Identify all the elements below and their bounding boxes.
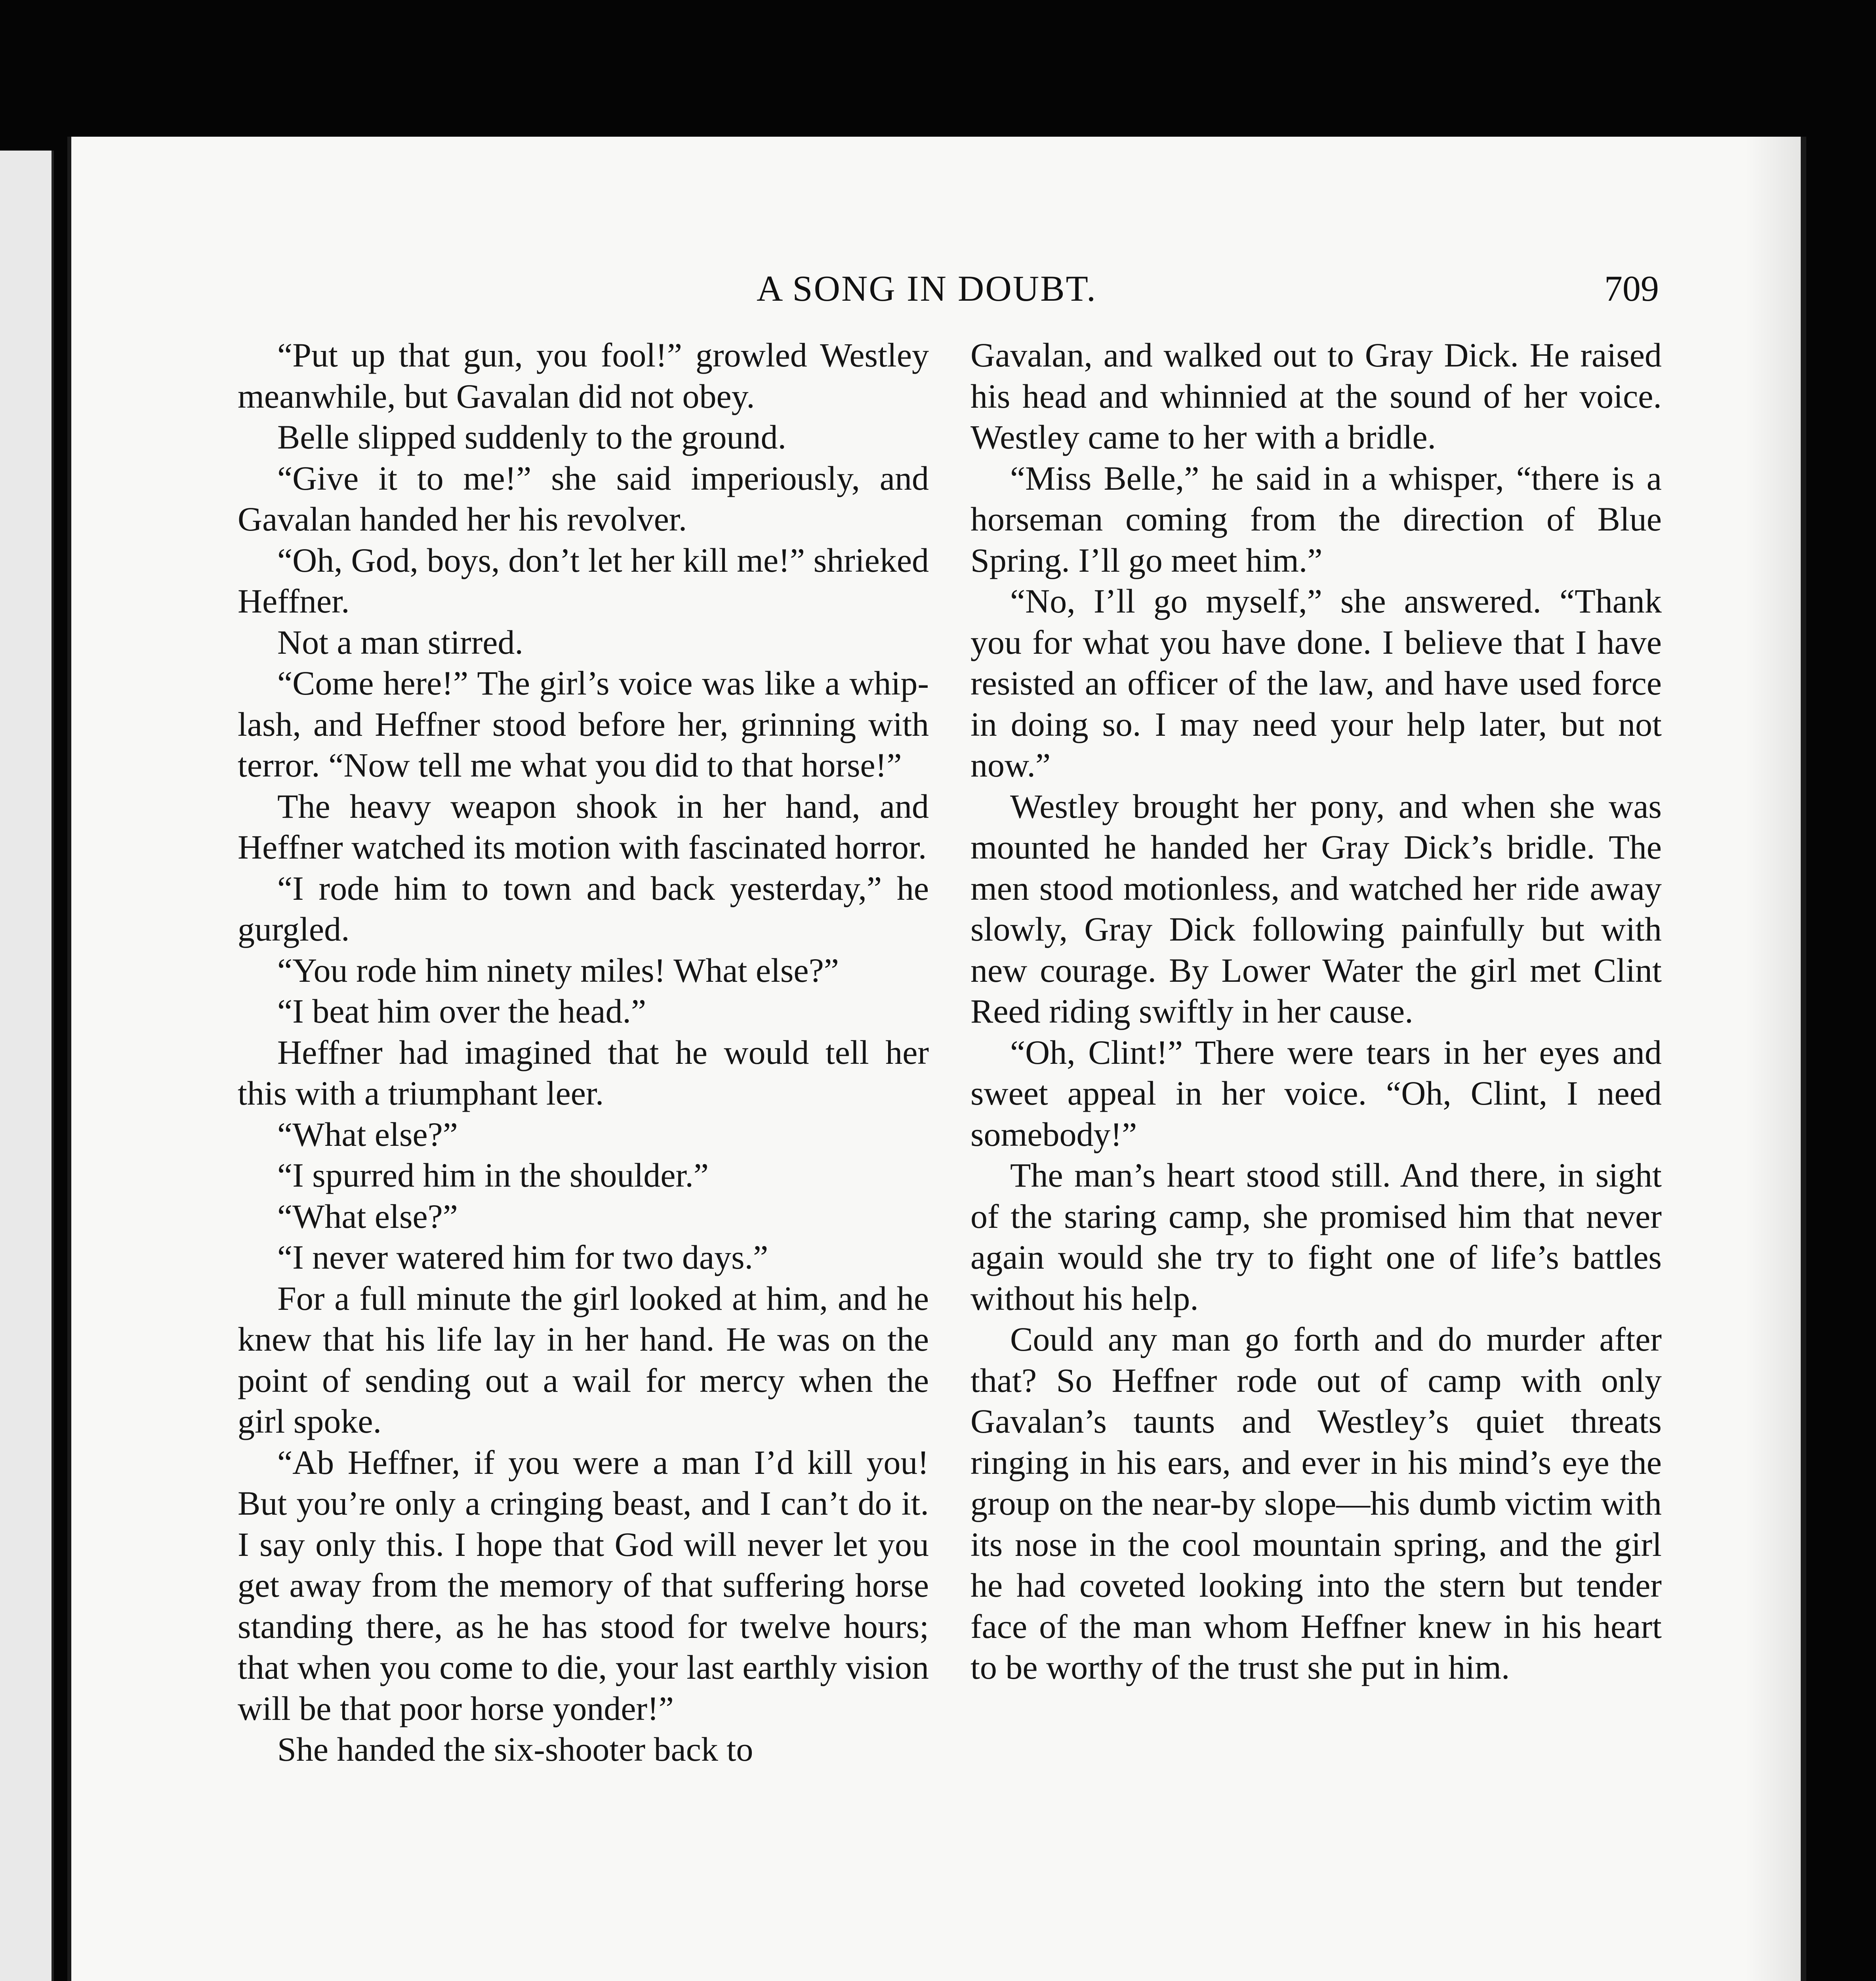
page-shadow — [1745, 137, 1801, 1981]
facing-page-edge — [0, 151, 54, 1981]
magazine-page — [67, 137, 1806, 1981]
paragraph: “I beat him over the head.” — [277, 992, 646, 1030]
paragraph: “No, I’ll go myself,” she answered. “Thank you for what you have done. I believe that I have resisted an officer of the law, and have used force in doing so. I may need your help later, but not now.” — [970, 582, 1662, 784]
story-left-column — [238, 335, 929, 1770]
page-number: 709 — [1604, 268, 1659, 309]
paragraph: The heavy weapon shook in her hand, and Heffner watched its motion with fascinated horror. — [238, 787, 929, 866]
paragraph: For a full minute the girl looked at him, and he knew that his life lay in her hand. He was on the point of sending out a wail for mercy when the girl spoke. — [238, 1279, 929, 1440]
paragraph: “Come here!” The girl’s voice was like a whip-lash, and Heffner stood before her, grinning with terror. “Now tell me what you did to that horse!” — [238, 664, 929, 784]
paragraph: “What else?” — [277, 1197, 458, 1235]
paragraph: Gavalan, and walked out to Gray Dick. He raised his head and whinnied at the sound of her voice. Westley came to her with a bridle. — [970, 336, 1662, 456]
paragraph: Belle slipped suddenly to the ground. — [277, 418, 787, 456]
paragraph: She handed the six-shooter back to — [277, 1730, 753, 1768]
paragraph: “Oh, God, boys, don’t let her kill me!” shrieked Heffner. — [238, 541, 929, 620]
paragraph: “Oh, Clint!” There were tears in her eyes and sweet appeal in her voice. “Oh, Clint, I need somebody!” — [970, 1033, 1662, 1153]
paragraph: “Give it to me!” she said imperiously, and Gavalan handed her his revolver. — [238, 459, 929, 538]
paragraph: “Miss Belle,” he said in a whisper, “there is a horseman coming from the direction of Blue Spring. I’ll go meet him.” — [970, 459, 1662, 579]
paragraph: Westley brought her pony, and when she was mounted he handed her Gray Dick’s bridle. The men stood motionless, and watched her ride away slowly, Gray Dick following painfully but with new courage. By Lower Water the girl met Clint Reed riding swiftly in her cause. — [970, 787, 1662, 1030]
paragraph: “I rode him to town and back yesterday,” he gurgled. — [238, 869, 929, 948]
paragraph: “I spurred him in the shoulder.” — [277, 1156, 709, 1194]
paragraph: “I never watered him for two days.” — [277, 1238, 768, 1276]
paragraph: “What else?” — [277, 1115, 458, 1153]
story-right-column — [970, 335, 1662, 1688]
paragraph: The man’s heart stood still. And there, in sight of the staring camp, she promised him that never again would she try to fight one of life’s battles without his help. — [970, 1156, 1662, 1317]
paragraph: Not a man stirred. — [277, 623, 523, 661]
paragraph: “You rode him ninety miles! What else?” — [277, 951, 839, 989]
paragraph: “Ab Heffner, if you were a man I’d kill you! But you’re only a cringing beast, and I can’t do it. I say only this. I hope that God will never let you get away from the memory of that suffering horse standing there, as he has stood for twelve hours; that when you come to die, your last earthly vision will be that poor horse yonder!” — [238, 1443, 929, 1727]
paragraph: “Put up that gun, you fool!” growled Westley meanwhile, but Gavalan did not obey. — [238, 336, 929, 415]
running-title: A SONG IN DOUBT. — [757, 268, 1097, 309]
paragraph: Heffner had imagined that he would tell her this with a triumphant leer. — [238, 1033, 929, 1112]
paragraph: Could any man go forth and do murder after that? So Heffner rode out of camp with only Gavalan’s taunts and Westley’s quiet threats ringing in his ears, and ever in his mind’s eye the group on the near-by slope—his dumb victim with its nose in the cool mountain spring, and the girl he had coveted looking into the stern but tender face of the man whom Heffner knew in his heart to be worthy of the trust she put in him. — [970, 1320, 1662, 1686]
